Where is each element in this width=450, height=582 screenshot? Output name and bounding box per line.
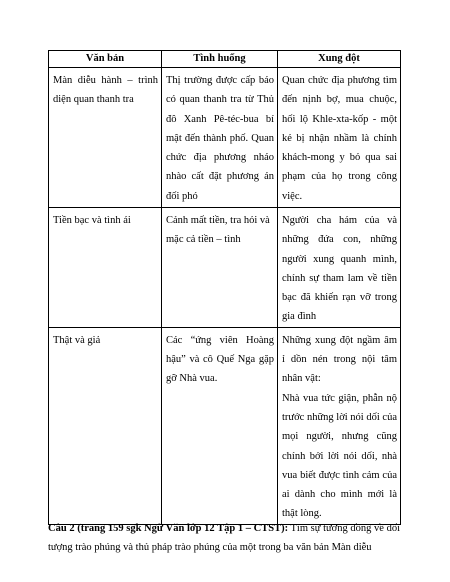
table-row	[49, 327, 401, 524]
comparison-table	[48, 50, 401, 525]
question-text: Tìm sự tương đồng về đối tượng trào phúng và thủ pháp trào phúng của một trong ba văn bản Màn diễu	[48, 523, 400, 553]
cell-text: Thật và giả	[49, 327, 162, 524]
conflict-paragraph: Người cha hám của và những đứa con, những người xung quanh mình, chính sự tham lam về tiền bạc đã khiến rạn vỡ trong gia đình	[282, 215, 397, 323]
table-row	[49, 68, 401, 208]
comparison-table-wrapper	[48, 50, 401, 525]
cell-conflict	[278, 68, 401, 208]
header-text: Văn bản	[49, 51, 162, 68]
cell-situation: Cảnh mất tiền, tra hỏi và mặc cả tiền – tình	[162, 208, 278, 328]
question-paragraph	[48, 519, 400, 557]
cell-text: Màn diễu hành – trình diện quan thanh tra	[49, 68, 162, 208]
conflict-paragraph: Quan chức địa phương tìm đến nịnh bợ, mua chuộc, hối lộ Khle-xta-kốp - một kẻ bị nhận nhầm là chính khách-mong y bỏ qua sai phạm của họ trong công việc.	[282, 75, 397, 202]
table-row	[49, 208, 401, 328]
conflict-paragraph: Những xung đột ngầm âm ỉ dồn nén trong nội tâm nhân vật:	[282, 334, 397, 385]
header-conflict: Xung đột	[278, 51, 401, 68]
cell-situation: Thị trường được cấp báo có quan thanh tra từ Thủ đô Xanh Pê-téc-bua bí mật đến thành phố. Quan chức địa phương nháo nhào cất đặt phương án đối phó	[162, 68, 278, 208]
question-label: Câu 2 (trang 159 sgk Ngữ Văn lớp 12 Tập 1 – CTST):	[48, 523, 289, 534]
conflict-paragraph: Nhà vua tức giận, phẫn nộ trước những lời nói dối của mọi người, nhưng cũng chính bởi lời nói dối, nhà vua biết được tình cảm của ai dành cho mình mới là thật lòng.	[282, 392, 397, 520]
cell-text: Tiền bạc và tình ái	[49, 208, 162, 328]
cell-conflict	[278, 327, 401, 524]
header-situation: Tình huống	[162, 51, 278, 68]
cell-conflict	[278, 208, 401, 328]
cell-situation: Các “ứng viên Hoàng hậu” và cô Quế Nga gặp gỡ Nhà vua.	[162, 327, 278, 524]
table-header-row	[49, 51, 401, 68]
